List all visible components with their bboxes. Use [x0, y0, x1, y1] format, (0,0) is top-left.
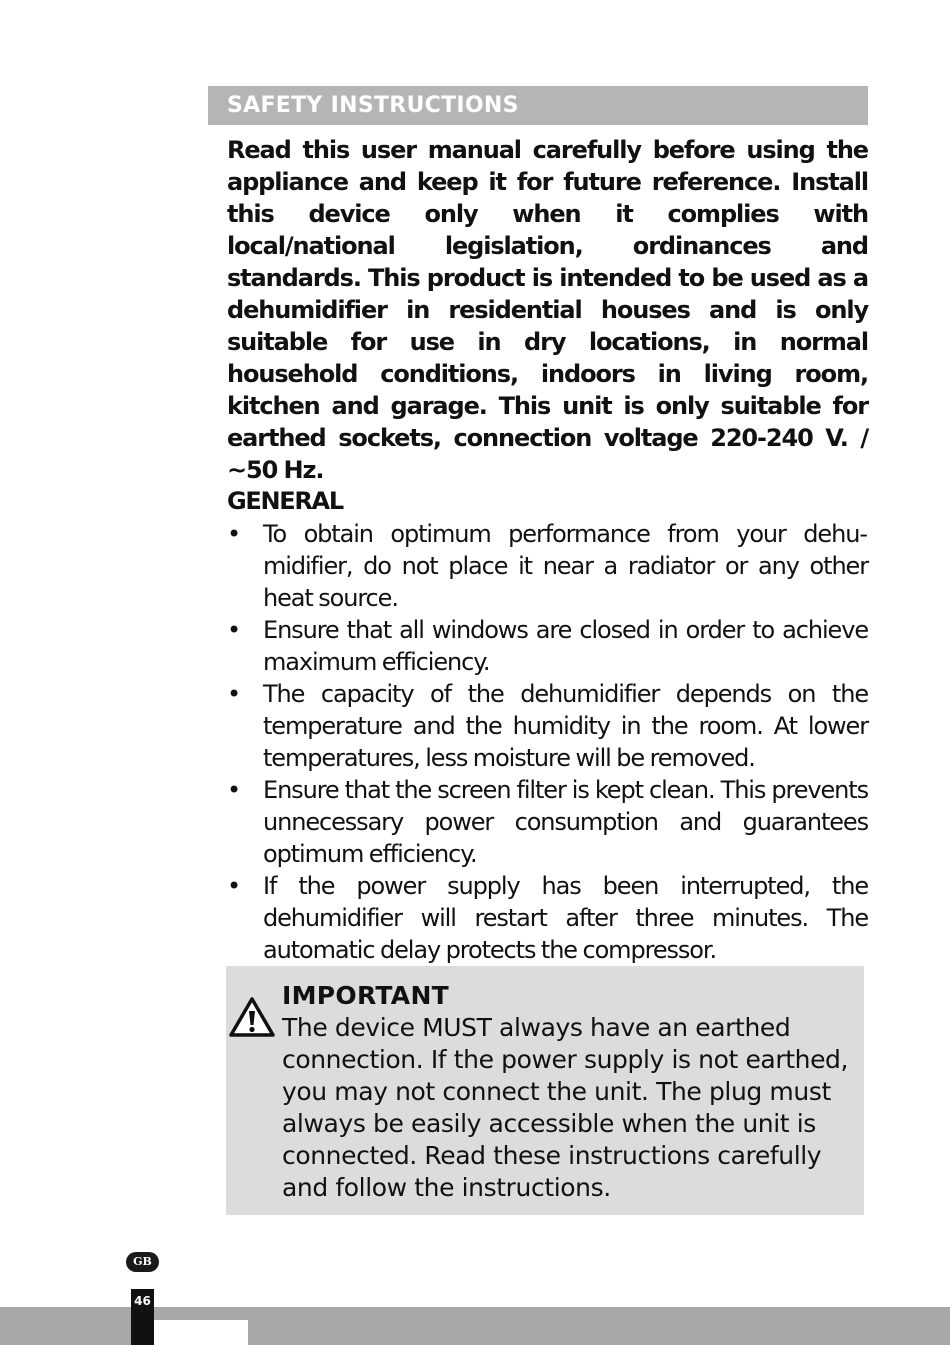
warning-triangle-icon: [228, 996, 276, 1038]
bullet-text: Ensure that the screen filter is kept clean. This prevents unnecessary power consumption and guarantees optimum efficiency.: [263, 776, 868, 868]
bullet-item-2: [227, 614, 868, 678]
bullet-icon: •: [227, 680, 241, 708]
language-badge: GB: [126, 1252, 159, 1272]
bullet-text: To obtain optimum performance from your dehumidifier, do not place it near a radiator or any other heat source.: [263, 520, 868, 612]
bullet-icon: •: [227, 872, 241, 900]
footer-white-tab: [154, 1320, 248, 1345]
important-text: The device MUST always have an earthed connection. If the power supply is not earthed, you may not connect the unit. The plug must always be easily accessible when the unit is connected. Read these instructions carefully and follow the instructions.: [282, 1013, 849, 1202]
intro-paragraph: Read this user manual carefully before using the appliance and keep it for future reference. Install this device only when it complies with local/national legislation, ordinances and standards. This product is intended to be used as a dehumidifier in residential houses and is only suitable for use in dry locations, in normal household conditions, indoors in living room, kitchen and garage. This unit is only suitable for earthed sockets, connection voltage 220-240 V. / ~50 Hz.: [227, 136, 868, 484]
general-heading: GENERAL: [227, 487, 343, 515]
bullet-item-1: [227, 518, 868, 614]
bullet-text: Ensure that all windows are closed in order to achieve maximum efficiency.: [263, 616, 868, 676]
section-header: SAFETY INSTRUCTIONS: [208, 86, 868, 125]
bullet-text: If the power supply has been interrupted, the dehumidifier will restart after three minutes. The automatic delay protects the compressor.: [263, 872, 868, 964]
bullet-item-3: [227, 678, 868, 774]
bullet-icon: •: [227, 776, 241, 804]
bullet-icon: •: [227, 520, 241, 548]
important-title: IMPORTANT: [282, 981, 450, 1010]
general-bullet-list: [227, 518, 868, 966]
bullet-item-4: [227, 774, 868, 870]
bullet-text: The capacity of the dehumidifier depends on the temperature and the humidity in the room. At lower temperatures, less moisture will be removed.: [263, 680, 868, 772]
bullet-icon: •: [227, 616, 241, 644]
bullet-item-5: [227, 870, 868, 966]
page-number: 46: [134, 1294, 151, 1308]
